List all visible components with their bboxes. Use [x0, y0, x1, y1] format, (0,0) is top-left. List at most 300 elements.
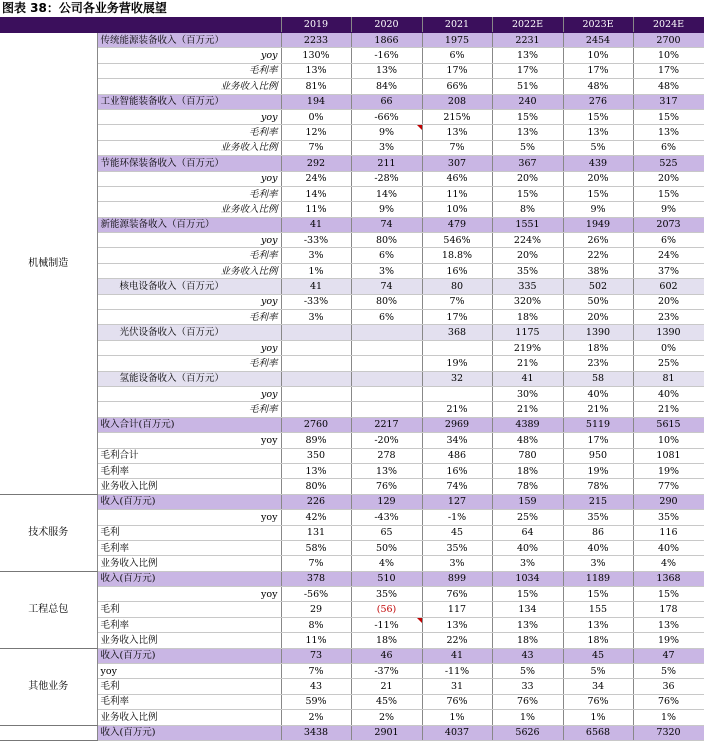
cell-value: 3%: [308, 250, 324, 262]
value-cell: [563, 233, 633, 248]
row-label: 收入(百万元): [97, 648, 281, 663]
cell-value: -33%: [303, 296, 329, 308]
value-cell: [422, 479, 492, 494]
row-label: 毛利率: [97, 310, 281, 325]
row-label: yoy: [97, 386, 281, 401]
value-cell: [633, 525, 704, 540]
value-cell: [281, 94, 351, 109]
row-label: 氢能设备收入（百万元）: [97, 371, 281, 386]
table-row: [0, 556, 704, 571]
row-label: 节能环保装备收入（百万元）: [97, 156, 281, 171]
value-cell: [422, 417, 492, 432]
cell-value: 11%: [305, 634, 327, 646]
value-cell: [351, 294, 422, 309]
row-label: 收入(百万元): [97, 571, 281, 586]
table-row: [0, 140, 704, 155]
cell-value: 378: [306, 573, 326, 585]
value-cell: [281, 710, 351, 725]
value-cell: [633, 79, 704, 94]
value-cell: [633, 94, 704, 109]
value-cell: [281, 233, 351, 248]
value-cell: [492, 186, 563, 201]
cell-value: 2073: [656, 219, 681, 231]
cell-value: 74: [380, 280, 393, 292]
value-cell: [563, 679, 633, 694]
cell-value: 317: [659, 96, 678, 108]
value-cell: [492, 479, 563, 494]
value-cell: [563, 479, 633, 494]
row-label: 毛利率: [97, 63, 281, 78]
value-cell: [633, 417, 704, 432]
cell-value: -16%: [374, 50, 399, 62]
value-cell: [281, 340, 351, 355]
cell-value: 292: [306, 157, 326, 169]
value-cell: [492, 48, 563, 63]
cell-value: 43: [521, 650, 534, 662]
value-cell: [633, 202, 704, 217]
value-cell: [422, 386, 492, 401]
value-cell: [422, 233, 492, 248]
value-cell: [563, 433, 633, 448]
value-cell: [351, 556, 422, 571]
cell-value: 602: [659, 280, 678, 292]
year-header: 2022E: [492, 17, 563, 33]
cell-value: 6%: [660, 234, 677, 246]
cell-value: 20%: [657, 173, 680, 185]
cell-value: 2454: [585, 34, 611, 46]
value-cell: [281, 156, 351, 171]
value-cell: [633, 325, 704, 340]
value-cell: [563, 125, 633, 140]
cell-value: 367: [518, 157, 537, 169]
value-cell: [351, 664, 422, 679]
cell-value: 479: [447, 219, 467, 231]
cell-value: 19%: [446, 357, 468, 369]
section-label: 机械制造: [0, 33, 97, 495]
row-label: 毛利: [97, 602, 281, 617]
value-cell: [422, 494, 492, 509]
value-cell: [422, 602, 492, 617]
value-cell: [492, 433, 563, 448]
cell-value: 32: [450, 373, 464, 385]
cell-value: 2700: [656, 34, 681, 46]
value-cell: [281, 448, 351, 463]
table-row: [0, 448, 704, 463]
cell-value: 10%: [446, 203, 468, 215]
value-cell: [492, 402, 563, 417]
value-cell: [492, 263, 563, 278]
cell-value: 13%: [305, 465, 327, 477]
value-cell: [422, 248, 492, 263]
cell-value: 18%: [587, 342, 609, 354]
cell-value: -56%: [303, 588, 329, 600]
cell-value: 46%: [446, 173, 468, 185]
cell-value: 48%: [516, 434, 539, 446]
cell-value: 1189: [585, 573, 611, 585]
value-cell: [633, 463, 704, 478]
value-cell: [563, 109, 633, 124]
row-label: 毛利合计: [97, 448, 281, 463]
value-cell: [633, 571, 704, 586]
row-label: yoy: [97, 171, 281, 186]
value-cell: [563, 79, 633, 94]
row-label: 业务收入比例: [97, 556, 281, 571]
cell-value: 9%: [378, 127, 395, 139]
cell-value: 2%: [378, 711, 395, 723]
cell-value: 224%: [513, 234, 542, 246]
cell-value: 16%: [446, 265, 468, 277]
cell-value: 0%: [660, 342, 677, 354]
cell-value: 59%: [305, 696, 327, 708]
cell-value: -20%: [374, 434, 399, 446]
cell-value: 20%: [657, 296, 680, 308]
row-label: 光伏设备收入（百万元）: [97, 325, 281, 340]
cell-value: 86: [591, 527, 605, 539]
cell-value: 5%: [519, 142, 536, 154]
value-cell: [633, 140, 704, 155]
value-cell: [281, 186, 351, 201]
cell-value: 3%: [308, 311, 324, 323]
value-cell: [563, 402, 633, 417]
row-label: 业务收入比例: [97, 202, 281, 217]
value-cell: [281, 525, 351, 540]
row-label: yoy: [97, 664, 281, 679]
value-cell: [492, 664, 563, 679]
cell-value: 15%: [587, 111, 609, 123]
revenue-forecast-table: [0, 17, 704, 741]
cell-value: 6%: [660, 142, 677, 154]
table-row: [0, 325, 704, 340]
row-label: yoy: [97, 233, 281, 248]
cell-value: 20%: [516, 173, 539, 185]
cell-value: (56): [376, 604, 397, 616]
value-cell: [351, 125, 422, 140]
value-cell: [422, 648, 492, 663]
cell-value: 510: [377, 573, 396, 585]
table-row: [0, 510, 704, 525]
cell-value: 6%: [378, 311, 395, 323]
cell-value: 2760: [303, 419, 329, 431]
value-cell: [281, 63, 351, 78]
value-cell: [563, 63, 633, 78]
value-cell: [281, 48, 351, 63]
cell-value: 1975: [444, 34, 470, 46]
cell-value: 7%: [308, 665, 324, 677]
row-label: yoy: [97, 433, 281, 448]
value-cell: [351, 186, 422, 201]
cell-value: 208: [447, 96, 467, 108]
value-cell: [563, 494, 633, 509]
cell-value: 1%: [660, 711, 677, 723]
value-cell: [281, 433, 351, 448]
table-row: [0, 186, 704, 201]
value-cell: [633, 510, 704, 525]
value-cell: [281, 494, 351, 509]
value-cell: [633, 602, 704, 617]
cell-value: 215%: [443, 111, 471, 123]
cell-value: 15%: [657, 111, 680, 123]
cell-value: 950: [588, 450, 608, 462]
cell-value: 40%: [657, 388, 680, 400]
value-cell: [563, 633, 633, 648]
value-cell: [633, 386, 704, 401]
cell-value: 215: [588, 496, 608, 508]
cell-value: 25%: [657, 357, 680, 369]
value-cell: [422, 510, 492, 525]
value-cell: [563, 186, 633, 201]
value-cell: [281, 140, 351, 155]
cell-value: 35%: [587, 511, 609, 523]
cell-value: 14%: [305, 188, 327, 200]
cell-value: 1949: [585, 219, 611, 231]
cell-value: 74: [380, 219, 393, 231]
value-cell: [492, 725, 563, 740]
cell-value: 77%: [657, 481, 680, 493]
cell-value: 35%: [375, 588, 398, 600]
value-cell: [633, 310, 704, 325]
value-cell: [281, 109, 351, 124]
cell-value: 13%: [446, 127, 468, 139]
cell-value: 2217: [374, 419, 399, 431]
value-cell: [563, 648, 633, 663]
value-cell: [492, 602, 563, 617]
value-cell: [281, 571, 351, 586]
value-cell: [422, 263, 492, 278]
cell-value: 76%: [375, 481, 398, 493]
table-row: [0, 217, 704, 232]
value-cell: [633, 356, 704, 371]
value-cell: [422, 664, 492, 679]
cell-value: 320%: [513, 296, 542, 308]
value-cell: [492, 679, 563, 694]
value-cell: [563, 140, 633, 155]
table-row: [0, 233, 704, 248]
value-cell: [422, 125, 492, 140]
value-cell: [633, 186, 704, 201]
cell-value: 19%: [587, 465, 609, 477]
cell-value: 13%: [587, 127, 609, 139]
cell-value: 66%: [446, 80, 468, 92]
header-row: [0, 17, 704, 33]
table-row: [0, 725, 704, 740]
value-cell: [351, 587, 422, 602]
cell-value: 21: [380, 681, 393, 693]
table-row: [0, 125, 704, 140]
value-cell: [351, 48, 422, 63]
cell-value: 7%: [308, 142, 324, 154]
value-cell: [633, 171, 704, 186]
value-cell: [492, 294, 563, 309]
cell-value: -28%: [374, 173, 399, 185]
value-cell: [281, 679, 351, 694]
cell-value: 1390: [585, 327, 611, 339]
table-row: [0, 433, 704, 448]
cell-value: 23%: [657, 311, 680, 323]
cell-value: 5615: [656, 419, 681, 431]
value-cell: [633, 448, 704, 463]
cell-value: 40%: [587, 388, 609, 400]
cell-value: 13%: [657, 127, 680, 139]
row-label: yoy: [97, 587, 281, 602]
cell-value: 11%: [305, 203, 327, 215]
value-cell: [492, 33, 563, 48]
row-label: 业务收入比例: [97, 710, 281, 725]
value-cell: [492, 79, 563, 94]
value-cell: [633, 479, 704, 494]
value-cell: [422, 617, 492, 632]
value-cell: [351, 202, 422, 217]
value-cell: [492, 633, 563, 648]
cell-value: 21%: [516, 404, 539, 416]
row-label: yoy: [97, 340, 281, 355]
value-cell: [492, 525, 563, 540]
year-header: 2020: [351, 17, 422, 33]
row-label: yoy: [97, 109, 281, 124]
value-cell: [351, 648, 422, 663]
table-row: [0, 664, 704, 679]
value-cell: [422, 325, 492, 340]
table-row: [0, 402, 704, 417]
value-cell: [281, 202, 351, 217]
table-row: [0, 587, 704, 602]
value-cell: [633, 263, 704, 278]
cell-value: 20%: [587, 173, 609, 185]
cell-value: 73: [309, 650, 323, 662]
table-row: [0, 525, 704, 540]
value-cell: [563, 556, 633, 571]
cell-value: 2233: [303, 34, 329, 46]
value-cell: [492, 417, 563, 432]
cell-value: 2901: [374, 727, 399, 739]
cell-value: 40%: [657, 542, 680, 554]
cell-value: 129: [377, 496, 396, 508]
cell-value: -33%: [303, 234, 329, 246]
section-label: 工程总包: [0, 571, 97, 648]
value-cell: [633, 617, 704, 632]
value-cell: [422, 587, 492, 602]
table-row: [0, 33, 704, 48]
value-cell: [281, 386, 351, 401]
value-cell: [633, 217, 704, 232]
cell-value: 9%: [590, 203, 606, 215]
cell-value: 3%: [449, 557, 465, 569]
value-cell: [281, 510, 351, 525]
table-row: [0, 679, 704, 694]
cell-value: 1551: [515, 219, 540, 231]
cell-value: 76%: [446, 696, 468, 708]
value-cell: [351, 79, 422, 94]
value-cell: [492, 217, 563, 232]
value-cell: [351, 510, 422, 525]
cell-value: 76%: [657, 696, 680, 708]
value-cell: [281, 633, 351, 648]
value-cell: [492, 248, 563, 263]
cell-value: 24%: [305, 173, 327, 185]
value-cell: [563, 694, 633, 709]
row-label: 毛利: [97, 525, 281, 540]
cell-value: 24%: [657, 250, 680, 262]
cell-value: 80%: [375, 234, 398, 246]
cell-value: 13%: [587, 619, 609, 631]
value-cell: [351, 494, 422, 509]
value-cell: [492, 279, 563, 294]
cell-value: 18.8%: [441, 250, 473, 262]
cell-value: 38%: [587, 265, 609, 277]
value-cell: [351, 571, 422, 586]
table-row: [0, 310, 704, 325]
table-row: [0, 263, 704, 278]
cell-value: 15%: [657, 588, 680, 600]
value-cell: [351, 310, 422, 325]
cell-value: 10%: [587, 50, 609, 62]
cell-value: 21%: [446, 404, 468, 416]
value-cell: [351, 402, 422, 417]
cell-value: 51%: [516, 80, 539, 92]
row-label: 毛利率: [97, 186, 281, 201]
cell-value: 13%: [516, 50, 539, 62]
value-cell: [422, 371, 492, 386]
cell-value: 13%: [375, 65, 398, 77]
cell-value: 15%: [657, 188, 680, 200]
cell-value: 4037: [444, 727, 470, 739]
cell-value: 12%: [305, 127, 327, 139]
cell-value: 290: [659, 496, 678, 508]
value-cell: [281, 556, 351, 571]
year-header: 2023E: [563, 17, 633, 33]
cell-value: 80%: [375, 296, 398, 308]
row-label: yoy: [97, 294, 281, 309]
cell-value: 15%: [587, 588, 609, 600]
value-cell: [563, 540, 633, 555]
cell-value: 36: [662, 681, 675, 693]
row-label: yoy: [97, 48, 281, 63]
row-label: 业务收入比例: [97, 479, 281, 494]
cell-value: 41: [309, 280, 323, 292]
value-cell: [563, 371, 633, 386]
table-row: [0, 202, 704, 217]
cell-value: 194: [306, 96, 326, 108]
value-cell: [633, 248, 704, 263]
value-cell: [422, 540, 492, 555]
value-cell: [633, 156, 704, 171]
value-cell: [281, 648, 351, 663]
table-row: [0, 463, 704, 478]
value-cell: [422, 202, 492, 217]
value-cell: [422, 33, 492, 48]
value-cell: [422, 279, 492, 294]
value-cell: [633, 494, 704, 509]
cell-value: 5626: [515, 727, 540, 739]
value-cell: [563, 325, 633, 340]
cell-value: 19%: [657, 634, 680, 646]
cell-value: 20%: [516, 250, 539, 262]
value-cell: [633, 433, 704, 448]
cell-value: 7%: [308, 557, 324, 569]
value-cell: [563, 664, 633, 679]
cell-value: 486: [447, 450, 467, 462]
cell-value: 43: [309, 681, 323, 693]
cell-value: 15%: [516, 588, 539, 600]
row-label: 收入(百万元): [97, 725, 281, 740]
table-row: [0, 371, 704, 386]
value-cell: [563, 263, 633, 278]
figure-title: 图表 38：公司各业务营收展望: [2, 1, 167, 15]
table-row: [0, 571, 704, 586]
row-label: 毛利率: [97, 402, 281, 417]
value-cell: [281, 248, 351, 263]
cell-value: 22%: [587, 250, 609, 262]
value-cell: [633, 679, 704, 694]
